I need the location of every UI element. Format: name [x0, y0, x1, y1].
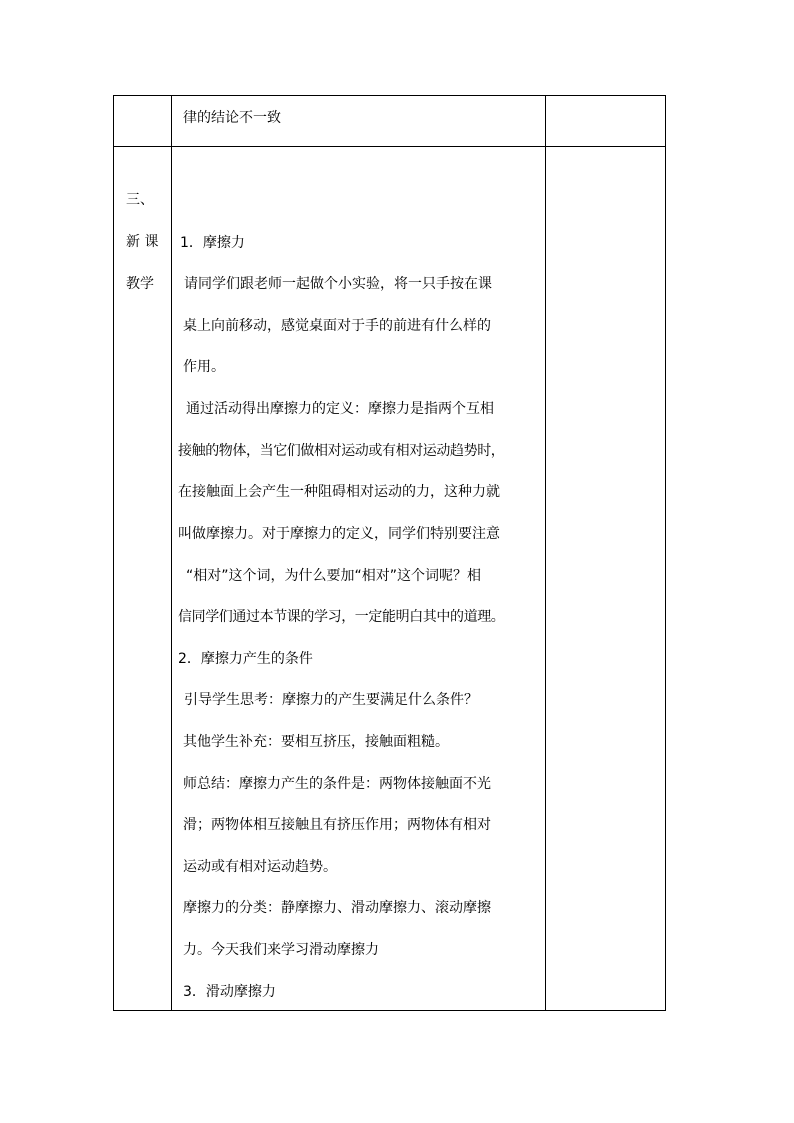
- body-line: 引导学生思考：摩擦力的产生要满足什么条件？: [184, 692, 478, 708]
- heading-friction: 1．摩擦力: [180, 235, 245, 251]
- body-line: 信同学们通过本节课的学习，一定能明白其中的道理。: [178, 609, 505, 625]
- row1-content: 律的结论不一致: [183, 110, 281, 126]
- column-divider-2: [545, 95, 546, 1011]
- section-label-line-1: 三、: [126, 192, 154, 208]
- body-line: 桌上向前移动，感觉桌面对于手的前进有什么样的: [183, 318, 491, 334]
- table-bottom-border: [113, 1010, 666, 1011]
- body-line: 运动或有相对运动趋势。: [183, 859, 337, 875]
- body-line: 力。今天我们来学习滑动摩擦力: [183, 942, 379, 958]
- table-left-border: [113, 95, 114, 1011]
- row-divider: [113, 146, 666, 147]
- heading-friction-conditions: 2．摩擦力产生的条件: [178, 651, 313, 667]
- section-label-line-2: 新 课: [126, 234, 159, 250]
- body-line: 师总结：摩擦力产生的条件是：两物体接触面不光: [183, 776, 491, 792]
- table-top-border: [113, 95, 666, 96]
- column-divider-1: [171, 95, 172, 1011]
- section-label-line-3: 教学: [126, 276, 154, 292]
- body-line: “相对”这个词，为什么要加“相对”这个词呢？相: [186, 568, 482, 584]
- body-line: 作用。: [183, 359, 225, 375]
- body-line: 通过活动得出摩擦力的定义：摩擦力是指两个互相: [186, 401, 494, 417]
- body-line: 叫做摩擦力。对于摩擦力的定义，同学们特别要注意: [178, 526, 500, 542]
- body-line: 请同学们跟老师一起做个小实验，将一只手按在课: [184, 276, 492, 292]
- table-right-border: [665, 95, 666, 1011]
- body-line: 在接触面上会产生一种阻碍相对运动的力，这种力就: [178, 484, 500, 500]
- body-line: 摩擦力的分类：静摩擦力、滑动摩擦力、滚动摩擦: [183, 900, 491, 916]
- body-line: 其他学生补充：要相互挤压，接触面粗糙。: [183, 734, 449, 750]
- heading-sliding-friction: 3．滑动摩擦力: [183, 984, 276, 1000]
- body-line: 滑；两物体相互接触且有挤压作用；两物体有相对: [183, 817, 491, 833]
- body-line: 接触的物体，当它们做相对运动或有相对运动趋势时，: [178, 443, 505, 459]
